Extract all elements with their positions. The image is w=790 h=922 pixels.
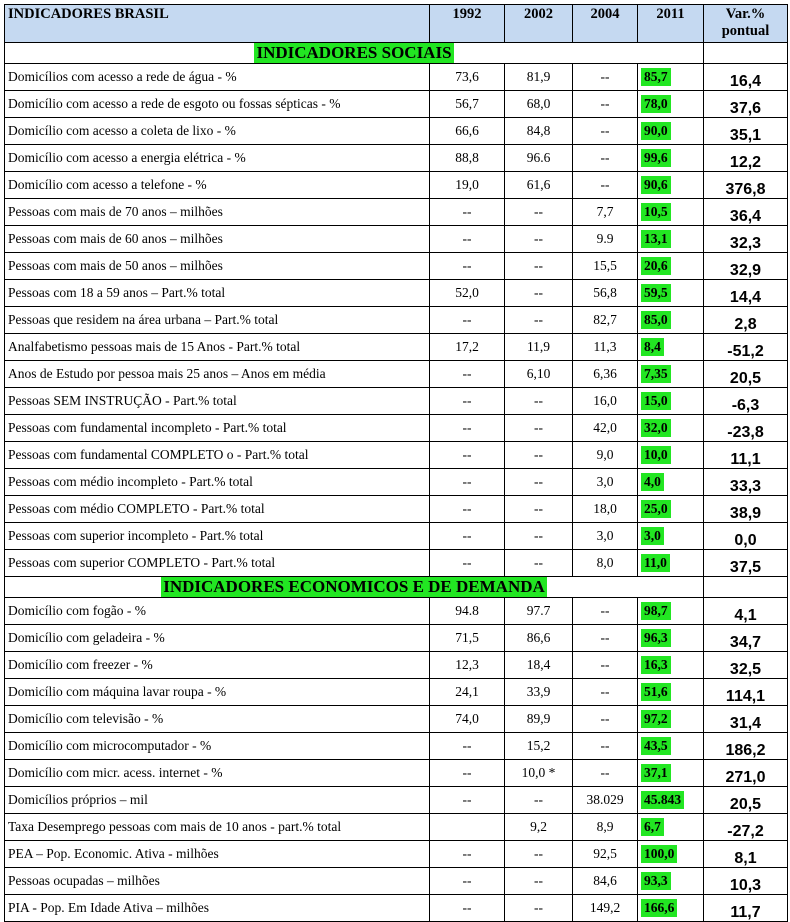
value-variation: 271,0 <box>704 760 788 787</box>
row-label: Domicílio com televisão - % <box>5 706 430 733</box>
table-row <box>5 415 788 442</box>
value-2011-highlight: 11,0 <box>641 554 670 572</box>
value-2011-highlight: 4,0 <box>641 473 664 491</box>
value-variation: 36,4 <box>704 199 788 226</box>
value-variation: 10,3 <box>704 868 788 895</box>
value-2011 <box>638 814 704 841</box>
value-2011-highlight: 32,0 <box>641 419 671 437</box>
value-2002: 68,0 <box>505 91 573 118</box>
table-row <box>5 388 788 415</box>
value-2011 <box>638 91 704 118</box>
table-row <box>5 523 788 550</box>
table-title: INDICADORES BRASIL <box>5 5 430 43</box>
value-1992: -- <box>430 895 505 922</box>
value-2011-highlight: 25,0 <box>641 500 671 518</box>
value-2011-highlight: 78,0 <box>641 95 671 113</box>
value-2004: 7,7 <box>573 199 638 226</box>
value-2011 <box>638 118 704 145</box>
table-row <box>5 652 788 679</box>
value-2011 <box>638 415 704 442</box>
row-label: Domicílios com acesso a rede de água - % <box>5 64 430 91</box>
value-1992: -- <box>430 841 505 868</box>
value-2002: 15,2 <box>505 733 573 760</box>
value-2011-highlight: 51,6 <box>641 683 671 701</box>
row-label: Pessoas ocupadas – milhões <box>5 868 430 895</box>
value-1992: 94.8 <box>430 598 505 625</box>
value-1992: -- <box>430 307 505 334</box>
value-2002: -- <box>505 226 573 253</box>
value-1992: 66,6 <box>430 118 505 145</box>
value-2011-highlight: 37,1 <box>641 764 671 782</box>
value-variation: -6,3 <box>704 388 788 415</box>
year-header-1992: 1992 <box>430 5 505 43</box>
value-2011-highlight: 97,2 <box>641 710 671 728</box>
value-2004: 11,3 <box>573 334 638 361</box>
table-row <box>5 550 788 577</box>
value-2002: -- <box>505 868 573 895</box>
value-2011 <box>638 496 704 523</box>
value-2004: 38.029 <box>573 787 638 814</box>
section-blank-cell <box>704 43 788 64</box>
value-1992: -- <box>430 787 505 814</box>
row-label: PEA – Pop. Economic. Ativa - milhões <box>5 841 430 868</box>
value-1992: -- <box>430 469 505 496</box>
value-2011 <box>638 679 704 706</box>
row-label: Domicílio com acesso a energia elétrica - % <box>5 145 430 172</box>
value-2011-highlight: 7,35 <box>641 365 671 383</box>
value-variation: 35,1 <box>704 118 788 145</box>
value-2004: 56,8 <box>573 280 638 307</box>
value-variation: 0,0 <box>704 523 788 550</box>
value-2011-highlight: 98,7 <box>641 602 671 620</box>
table-row <box>5 226 788 253</box>
value-2011 <box>638 550 704 577</box>
value-2011 <box>638 334 704 361</box>
value-2011 <box>638 199 704 226</box>
value-2011 <box>638 307 704 334</box>
value-2002: 86,6 <box>505 625 573 652</box>
section-title: INDICADORES ECONOMICOS E DE DEMANDA <box>163 577 545 596</box>
value-2002: -- <box>505 199 573 226</box>
value-2011-highlight: 10,5 <box>641 203 671 221</box>
value-1992: -- <box>430 760 505 787</box>
value-2004: 3,0 <box>573 469 638 496</box>
row-label: Pessoas com superior COMPLETO - Part.% total <box>5 550 430 577</box>
value-1992: -- <box>430 496 505 523</box>
value-2002: -- <box>505 550 573 577</box>
table-row <box>5 145 788 172</box>
value-2002: 81,9 <box>505 64 573 91</box>
section-title-cell <box>5 43 704 64</box>
row-label: Pessoas com fundamental incompleto - Part.% total <box>5 415 430 442</box>
value-2011-highlight: 85,0 <box>641 311 671 329</box>
value-2004: 8,9 <box>573 814 638 841</box>
row-label: Pessoas com 18 a 59 anos – Part.% total <box>5 280 430 307</box>
value-variation: 8,1 <box>704 841 788 868</box>
value-2011-highlight: 93,3 <box>641 872 671 890</box>
value-1992: 88,8 <box>430 145 505 172</box>
value-variation: 2,8 <box>704 307 788 334</box>
value-2004: -- <box>573 652 638 679</box>
value-variation: 32,3 <box>704 226 788 253</box>
value-2004: -- <box>573 598 638 625</box>
table-row <box>5 334 788 361</box>
table-row <box>5 733 788 760</box>
table-row <box>5 625 788 652</box>
value-2002: 89,9 <box>505 706 573 733</box>
section-header-row <box>5 43 788 64</box>
year-header-2002: 2002 <box>505 5 573 43</box>
value-2011-highlight: 15,0 <box>641 392 671 410</box>
value-variation: 12,2 <box>704 145 788 172</box>
value-2011-highlight: 43,5 <box>641 737 671 755</box>
row-label: Pessoas com superior incompleto - Part.% total <box>5 523 430 550</box>
value-2004: 6,36 <box>573 361 638 388</box>
table-row <box>5 895 788 922</box>
table-row <box>5 814 788 841</box>
section-blank-cell <box>704 577 788 598</box>
value-1992: 12,3 <box>430 652 505 679</box>
value-2011 <box>638 388 704 415</box>
value-1992: 71,5 <box>430 625 505 652</box>
value-2011 <box>638 145 704 172</box>
value-2011 <box>638 280 704 307</box>
value-1992: -- <box>430 361 505 388</box>
value-variation: 37,5 <box>704 550 788 577</box>
table-row <box>5 172 788 199</box>
section-title: INDICADORES SOCIAIS <box>256 43 452 62</box>
row-label: Domicílio com acesso a rede de esgoto ou fossas sépticas - % <box>5 91 430 118</box>
value-variation: 38,9 <box>704 496 788 523</box>
value-variation: 34,7 <box>704 625 788 652</box>
value-2011 <box>638 895 704 922</box>
value-1992: -- <box>430 253 505 280</box>
value-2011 <box>638 841 704 868</box>
value-2002: -- <box>505 253 573 280</box>
value-2004: 3,0 <box>573 523 638 550</box>
value-2002: -- <box>505 496 573 523</box>
value-2011 <box>638 226 704 253</box>
row-label: Pessoas SEM INSTRUÇÃO - Part.% total <box>5 388 430 415</box>
table-row <box>5 280 788 307</box>
value-2004: 16,0 <box>573 388 638 415</box>
value-1992: -- <box>430 523 505 550</box>
value-2004: 15,5 <box>573 253 638 280</box>
value-1992: 56,7 <box>430 91 505 118</box>
value-2011 <box>638 523 704 550</box>
value-2002: -- <box>505 415 573 442</box>
value-2011 <box>638 760 704 787</box>
section-header-row <box>5 577 788 598</box>
value-2011 <box>638 361 704 388</box>
var-header-line2: pontual <box>721 23 770 39</box>
value-2002: 11,9 <box>505 334 573 361</box>
value-1992: -- <box>430 550 505 577</box>
value-2011 <box>638 868 704 895</box>
value-2002: 61,6 <box>505 172 573 199</box>
value-variation: 11,1 <box>704 442 788 469</box>
value-2011 <box>638 64 704 91</box>
table-row <box>5 598 788 625</box>
row-label: Pessoas com médio incompleto - Part.% total <box>5 469 430 496</box>
value-variation: 11,7 <box>704 895 788 922</box>
value-1992: -- <box>430 226 505 253</box>
value-2011-highlight: 10,0 <box>641 446 671 464</box>
value-2011-highlight: 90,0 <box>641 122 671 140</box>
value-1992: -- <box>430 415 505 442</box>
value-variation: 31,4 <box>704 706 788 733</box>
value-1992: -- <box>430 442 505 469</box>
row-label: Domicílio com microcomputador - % <box>5 733 430 760</box>
value-2011-highlight: 13,1 <box>641 230 671 248</box>
row-label: Domicílios próprios – mil <box>5 787 430 814</box>
table-row <box>5 787 788 814</box>
value-2011 <box>638 253 704 280</box>
value-2004: -- <box>573 706 638 733</box>
value-2004: -- <box>573 91 638 118</box>
value-variation: 16,4 <box>704 64 788 91</box>
value-2002: -- <box>505 388 573 415</box>
value-2002: -- <box>505 307 573 334</box>
table-row <box>5 841 788 868</box>
table-row <box>5 253 788 280</box>
year-header-2004: 2004 <box>573 5 638 43</box>
value-2011-highlight: 16,3 <box>641 656 671 674</box>
row-label: Taxa Desemprego pessoas com mais de 10 anos - part.% total <box>5 814 430 841</box>
table-row <box>5 442 788 469</box>
table-row <box>5 64 788 91</box>
table-row <box>5 307 788 334</box>
value-2011-highlight: 20,6 <box>641 257 671 275</box>
value-2002: 84,8 <box>505 118 573 145</box>
value-1992: 52,0 <box>430 280 505 307</box>
row-label: Pessoas com fundamental COMPLETO o - Part.% total <box>5 442 430 469</box>
row-label: Domicílio com fogão - % <box>5 598 430 625</box>
section-title-cell <box>5 577 704 598</box>
value-2011 <box>638 706 704 733</box>
value-2011-highlight: 8,4 <box>641 338 664 356</box>
value-2002: 10,0 * <box>505 760 573 787</box>
value-variation: 37,6 <box>704 91 788 118</box>
value-2011-highlight: 45.843 <box>641 791 684 809</box>
value-2004: 8,0 <box>573 550 638 577</box>
value-2011-highlight: 100,0 <box>641 845 677 863</box>
value-1992: 24,1 <box>430 679 505 706</box>
row-label: Pessoas que residem na área urbana – Part.% total <box>5 307 430 334</box>
value-1992 <box>430 814 505 841</box>
var-header <box>704 5 788 43</box>
row-label: Domicílio com acesso a telefone - % <box>5 172 430 199</box>
row-label: Pessoas com médio COMPLETO - Part.% total <box>5 496 430 523</box>
var-header-line1: Var.% <box>725 6 766 22</box>
table-row <box>5 760 788 787</box>
row-label: PIA - Pop. Em Idade Ativa – milhões <box>5 895 430 922</box>
table-row <box>5 706 788 733</box>
value-2004: -- <box>573 118 638 145</box>
value-variation: 32,5 <box>704 652 788 679</box>
row-label: Domicílio com acesso a coleta de lixo - % <box>5 118 430 145</box>
table-row <box>5 199 788 226</box>
value-2011 <box>638 652 704 679</box>
value-variation: -51,2 <box>704 334 788 361</box>
table-row <box>5 496 788 523</box>
value-variation: 33,3 <box>704 469 788 496</box>
value-2004: 42,0 <box>573 415 638 442</box>
value-2002: -- <box>505 523 573 550</box>
value-1992: -- <box>430 199 505 226</box>
value-1992: 17,2 <box>430 334 505 361</box>
value-2002: 6,10 <box>505 361 573 388</box>
value-2011 <box>638 625 704 652</box>
value-2011 <box>638 172 704 199</box>
value-2011-highlight: 59,5 <box>641 284 671 302</box>
value-1992: -- <box>430 388 505 415</box>
value-2002: -- <box>505 280 573 307</box>
value-2004: 9.9 <box>573 226 638 253</box>
row-label: Domicílio com máquina lavar roupa - % <box>5 679 430 706</box>
value-variation: 20,5 <box>704 361 788 388</box>
value-2011-highlight: 90,6 <box>641 176 671 194</box>
row-label: Pessoas com mais de 60 anos – milhões <box>5 226 430 253</box>
row-label: Domicílio com micr. acess. internet - % <box>5 760 430 787</box>
value-variation: -23,8 <box>704 415 788 442</box>
row-label: Pessoas com mais de 70 anos – milhões <box>5 199 430 226</box>
value-1992: -- <box>430 868 505 895</box>
value-2004: 149,2 <box>573 895 638 922</box>
value-variation: 4,1 <box>704 598 788 625</box>
value-2004: -- <box>573 679 638 706</box>
value-2002: -- <box>505 469 573 496</box>
value-2002: 9,2 <box>505 814 573 841</box>
value-variation: 20,5 <box>704 787 788 814</box>
value-2004: 92,5 <box>573 841 638 868</box>
value-variation: 376,8 <box>704 172 788 199</box>
value-2002: -- <box>505 787 573 814</box>
value-2002: 33,9 <box>505 679 573 706</box>
value-1992: 73,6 <box>430 64 505 91</box>
value-2011 <box>638 442 704 469</box>
value-2002: -- <box>505 841 573 868</box>
value-2011 <box>638 787 704 814</box>
value-variation: 32,9 <box>704 253 788 280</box>
value-2004: 18,0 <box>573 496 638 523</box>
table-row <box>5 91 788 118</box>
value-2011-highlight: 6,7 <box>641 818 664 836</box>
value-2004: -- <box>573 64 638 91</box>
table-row <box>5 469 788 496</box>
value-2004: -- <box>573 760 638 787</box>
value-2002: 97.7 <box>505 598 573 625</box>
value-2011 <box>638 469 704 496</box>
value-2004: -- <box>573 733 638 760</box>
value-1992: 74,0 <box>430 706 505 733</box>
row-label: Domicílio com geladeira - % <box>5 625 430 652</box>
value-variation: 14,4 <box>704 280 788 307</box>
value-2011-highlight: 96,3 <box>641 629 671 647</box>
value-2004: -- <box>573 172 638 199</box>
value-1992: 19,0 <box>430 172 505 199</box>
value-variation: 186,2 <box>704 733 788 760</box>
value-2004: -- <box>573 145 638 172</box>
value-2002: 96.6 <box>505 145 573 172</box>
value-variation: 114,1 <box>704 679 788 706</box>
row-label: Pessoas com mais de 50 anos – milhões <box>5 253 430 280</box>
value-2011-highlight: 3,0 <box>641 527 664 545</box>
table-row <box>5 361 788 388</box>
table-row <box>5 118 788 145</box>
year-header-2011: 2011 <box>638 5 704 43</box>
value-2011 <box>638 598 704 625</box>
value-2004: 82,7 <box>573 307 638 334</box>
table-row <box>5 868 788 895</box>
value-2011-highlight: 85,7 <box>641 68 671 86</box>
indicators-table <box>4 4 788 922</box>
header-row <box>5 5 788 43</box>
value-2011-highlight: 99,6 <box>641 149 671 167</box>
value-2011-highlight: 166,6 <box>641 899 677 917</box>
value-2002: 18,4 <box>505 652 573 679</box>
value-2004: -- <box>573 625 638 652</box>
value-2002: -- <box>505 895 573 922</box>
value-2004: 84,6 <box>573 868 638 895</box>
value-variation: -27,2 <box>704 814 788 841</box>
table-row <box>5 679 788 706</box>
value-1992: -- <box>430 733 505 760</box>
value-2002: -- <box>505 442 573 469</box>
row-label: Analfabetismo pessoas mais de 15 Anos - Part.% total <box>5 334 430 361</box>
value-2004: 9,0 <box>573 442 638 469</box>
row-label: Domicílio com freezer - % <box>5 652 430 679</box>
value-2011 <box>638 733 704 760</box>
row-label: Anos de Estudo por pessoa mais 25 anos – Anos em média <box>5 361 430 388</box>
